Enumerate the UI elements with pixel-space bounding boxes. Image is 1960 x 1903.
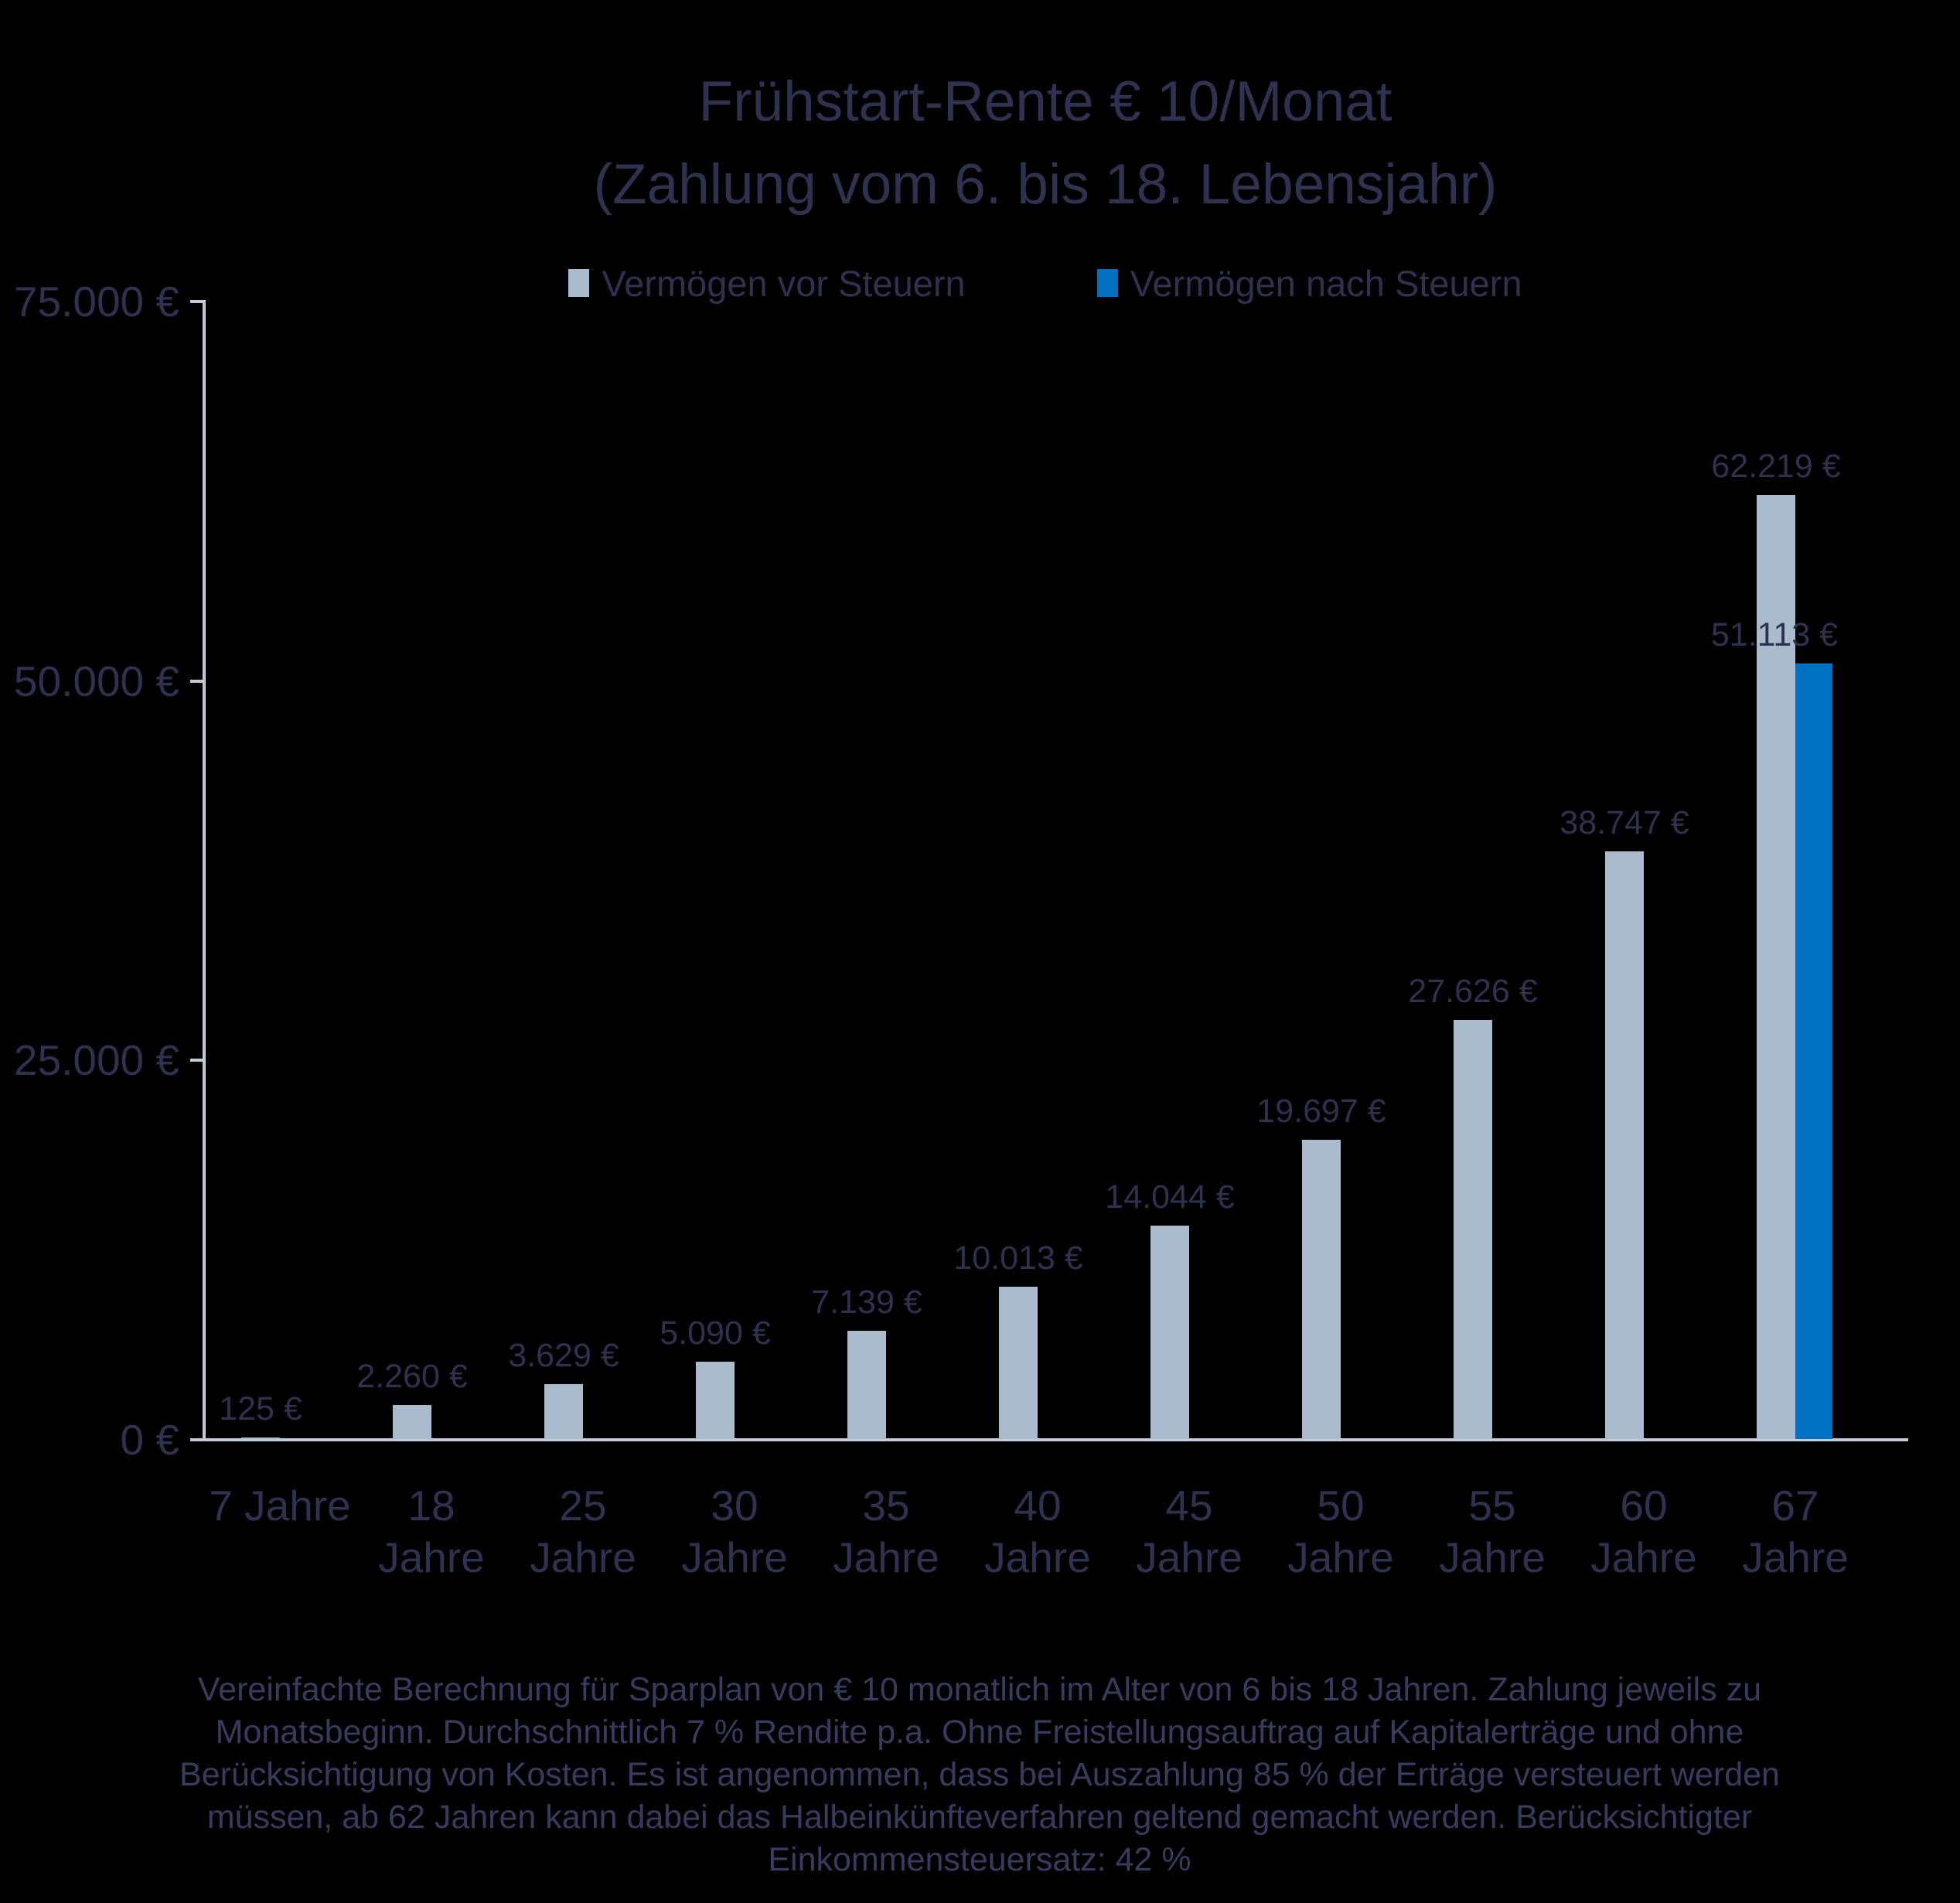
chart-title-line1: Frühstart-Rente € 10/Monat <box>698 70 1392 133</box>
bar-vor-steuern <box>999 1287 1038 1439</box>
value-label-vor-steuern: 7.139 € <box>811 1283 922 1321</box>
bar-vor-steuern <box>1150 1226 1189 1439</box>
y-axis-label: 50.000 € <box>13 657 179 705</box>
bar-vor-steuern <box>241 1437 280 1439</box>
value-label-vor-steuern: 62.219 € <box>1711 447 1841 485</box>
value-label-vor-steuern: 5.090 € <box>660 1315 771 1352</box>
bar-vor-steuern <box>1302 1140 1341 1439</box>
legend-label-nach-steuern: Vermögen nach Steuern <box>1130 262 1522 304</box>
bar-vor-steuern <box>544 1384 583 1439</box>
legend-label-vor-steuern: Vermögen vor Steuern <box>602 262 966 304</box>
bar-nach-steuern <box>1795 663 1832 1439</box>
value-label-vor-steuern: 3.629 € <box>508 1336 619 1374</box>
x-axis-label: 67 Jahre <box>1742 1482 1849 1581</box>
value-label-vor-steuern: 27.626 € <box>1408 972 1538 1010</box>
footnote-text: Vereinfachte Berechnung für Sparplan von € 10 monatlich im Alter von 6 bis 18 Jahren. Zahlung jeweils zu Monatsbeginn. Durchschnittlich 7 % Rendite p.a. Ohne Freistellungsauftrag auf Kapitalerträge und ohne Berücksichtigung von Kosten. Es ist angenommen, dass bei Auszahlung 85 % der Erträge versteuert werden müssen, ab 62 Jahren kann dabei das Halbeinkünfteverfahren geltend gemacht werden. Berücksichtigter Einkommensteuersatz: 42 % <box>179 1671 1780 1878</box>
x-axis-label: 50 Jahre <box>1287 1482 1394 1581</box>
bar-vor-steuern <box>393 1405 431 1439</box>
bar-vor-steuern <box>1454 1020 1492 1439</box>
chart-title-line2: (Zahlung vom 6. bis 18. Lebensjahr) <box>593 153 1498 216</box>
y-axis-tick <box>190 680 204 683</box>
x-axis-line <box>190 1438 1908 1441</box>
value-label-vor-steuern: 14.044 € <box>1105 1178 1235 1216</box>
x-axis-label: 7 Jahre <box>209 1482 351 1530</box>
x-axis-label: 55 Jahre <box>1439 1482 1546 1581</box>
y-axis-label: 75.000 € <box>13 278 179 326</box>
value-label-vor-steuern: 38.747 € <box>1559 803 1689 841</box>
x-axis-label: 30 Jahre <box>681 1482 788 1581</box>
y-axis-line <box>203 300 206 1441</box>
value-label-vor-steuern: 2.260 € <box>356 1357 468 1395</box>
y-axis-tick <box>190 300 204 303</box>
x-axis-label: 25 Jahre <box>530 1482 636 1581</box>
value-label-nach-steuern: 51.113 € <box>1710 616 1839 653</box>
value-label-vor-steuern: 10.013 € <box>953 1240 1083 1277</box>
x-axis-label: 18 Jahre <box>378 1482 485 1581</box>
x-axis-label: 45 Jahre <box>1136 1482 1242 1581</box>
x-axis-label: 40 Jahre <box>984 1482 1091 1581</box>
bar-vor-steuern <box>1605 851 1644 1439</box>
bar-vor-steuern <box>847 1331 886 1439</box>
value-label-vor-steuern: 125 € <box>219 1390 302 1427</box>
bar-vor-steuern <box>696 1362 735 1439</box>
x-axis-label: 60 Jahre <box>1590 1482 1697 1581</box>
y-axis-label: 25.000 € <box>13 1036 179 1085</box>
value-label-vor-steuern: 19.697 € <box>1256 1093 1386 1131</box>
y-axis-tick <box>190 1059 204 1062</box>
y-axis-label: 0 € <box>120 1416 179 1464</box>
x-axis-label: 35 Jahre <box>833 1482 939 1581</box>
